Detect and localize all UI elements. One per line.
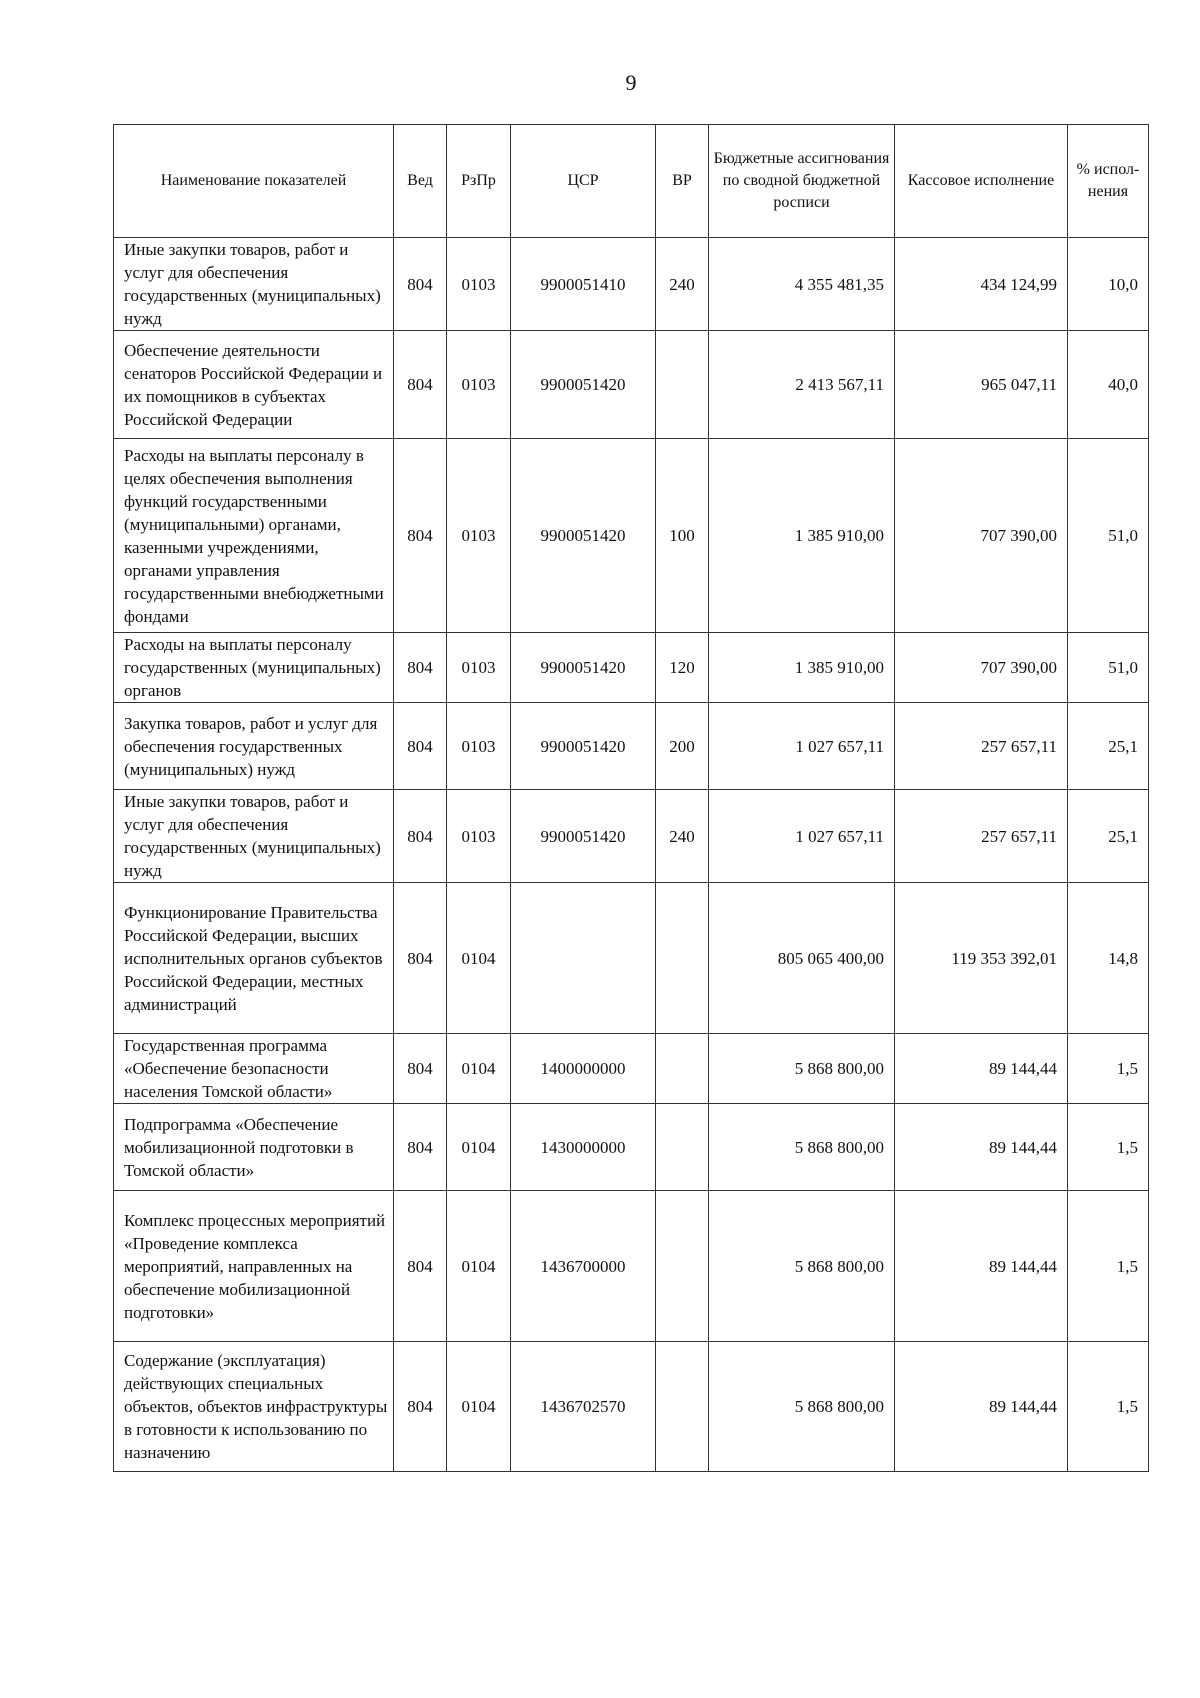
cell-rzpr: 0104 <box>447 883 511 1034</box>
cell-ved: 804 <box>394 883 447 1034</box>
cell-rzpr: 0103 <box>447 439 511 633</box>
table-row <box>114 1342 1149 1472</box>
cell-ved: 804 <box>394 703 447 790</box>
cell-name: Функционирование Правительства Российской Федерации, высших исполнительных органов субъектов Российской Федерации, местных администраций <box>114 883 394 1034</box>
table-row <box>114 703 1149 790</box>
cell-vr: 100 <box>656 439 709 633</box>
cell-percent: 40,0 <box>1068 331 1149 439</box>
cell-ved: 804 <box>394 1342 447 1472</box>
cell-percent: 14,8 <box>1068 883 1149 1034</box>
header-name: Наименование показателей <box>114 125 394 238</box>
table-row <box>114 633 1149 703</box>
cell-name: Закупка товаров, работ и услуг для обеспечения государственных (муниципальных) нужд <box>114 703 394 790</box>
cell-name: Государственная программа «Обеспечение безопасности населения Томской области» <box>114 1034 394 1104</box>
cell-budget: 4 355 481,35 <box>709 238 895 331</box>
cell-budget: 1 027 657,11 <box>709 790 895 883</box>
cell-rzpr: 0103 <box>447 703 511 790</box>
cell-csr: 9900051420 <box>511 331 656 439</box>
cell-cash: 89 144,44 <box>895 1034 1068 1104</box>
cell-ved: 804 <box>394 238 447 331</box>
cell-ved: 804 <box>394 1034 447 1104</box>
cell-vr: 200 <box>656 703 709 790</box>
cell-ved: 804 <box>394 331 447 439</box>
cell-percent: 10,0 <box>1068 238 1149 331</box>
cell-ved: 804 <box>394 1191 447 1342</box>
table-row <box>114 883 1149 1034</box>
table-row <box>114 331 1149 439</box>
cell-vr <box>656 1104 709 1191</box>
cell-cash: 707 390,00 <box>895 439 1068 633</box>
table-row <box>114 1191 1149 1342</box>
cell-rzpr: 0103 <box>447 331 511 439</box>
table-row <box>114 439 1149 633</box>
cell-budget: 5 868 800,00 <box>709 1342 895 1472</box>
cell-vr <box>656 331 709 439</box>
cell-name: Расходы на выплаты персоналу в целях обеспечения выполнения функций государственными (муниципальными) органами, казенными учреждениями, органами управления государственными внебюджетными фондами <box>114 439 394 633</box>
header-vr: ВР <box>656 125 709 238</box>
cell-name: Комплекс процессных мероприятий «Проведение комплекса мероприятий, направленных на обеспечение мобилизационной подготовки» <box>114 1191 394 1342</box>
cell-percent: 51,0 <box>1068 439 1149 633</box>
cell-percent: 1,5 <box>1068 1104 1149 1191</box>
cell-rzpr: 0103 <box>447 633 511 703</box>
cell-percent: 1,5 <box>1068 1342 1149 1472</box>
cell-csr: 1430000000 <box>511 1104 656 1191</box>
cell-csr: 1436700000 <box>511 1191 656 1342</box>
cell-cash: 257 657,11 <box>895 790 1068 883</box>
budget-execution-table <box>113 124 1149 1472</box>
cell-vr: 240 <box>656 238 709 331</box>
cell-vr: 240 <box>656 790 709 883</box>
cell-ved: 804 <box>394 439 447 633</box>
header-ved: Вед <box>394 125 447 238</box>
cell-csr: 9900051420 <box>511 790 656 883</box>
cell-budget: 1 385 910,00 <box>709 439 895 633</box>
cell-rzpr: 0104 <box>447 1034 511 1104</box>
cell-budget: 5 868 800,00 <box>709 1191 895 1342</box>
cell-name: Расходы на выплаты персоналу государственных (муниципальных) органов <box>114 633 394 703</box>
cell-rzpr: 0104 <box>447 1342 511 1472</box>
page-number: 9 <box>625 70 637 95</box>
header-csr: ЦСР <box>511 125 656 238</box>
header-budget: Бюджетные ассигнования по сводной бюджетной росписи <box>709 125 895 238</box>
cell-ved: 804 <box>394 790 447 883</box>
cell-ved: 804 <box>394 1104 447 1191</box>
cell-budget: 1 385 910,00 <box>709 633 895 703</box>
cell-name: Содержание (эксплуатация) действующих специальных объектов, объектов инфраструктуры в готовности к использованию по назначению <box>114 1342 394 1472</box>
cell-cash: 89 144,44 <box>895 1191 1068 1342</box>
cell-cash: 707 390,00 <box>895 633 1068 703</box>
cell-vr <box>656 1342 709 1472</box>
cell-name: Обеспечение деятельности сенаторов Российской Федерации и их помощников в субъектах Российской Федерации <box>114 331 394 439</box>
cell-cash: 89 144,44 <box>895 1342 1068 1472</box>
cell-budget: 805 065 400,00 <box>709 883 895 1034</box>
header-percent: % испол-нения <box>1068 125 1149 238</box>
cell-csr <box>511 883 656 1034</box>
table-row <box>114 238 1149 331</box>
cell-vr: 120 <box>656 633 709 703</box>
cell-csr: 9900051410 <box>511 238 656 331</box>
cell-rzpr: 0104 <box>447 1191 511 1342</box>
cell-percent: 1,5 <box>1068 1034 1149 1104</box>
cell-budget: 2 413 567,11 <box>709 331 895 439</box>
cell-csr: 9900051420 <box>511 633 656 703</box>
table-row <box>114 1104 1149 1191</box>
cell-budget: 5 868 800,00 <box>709 1104 895 1191</box>
cell-percent: 25,1 <box>1068 703 1149 790</box>
table-row <box>114 1034 1149 1104</box>
cell-rzpr: 0103 <box>447 790 511 883</box>
cell-vr <box>656 1191 709 1342</box>
cell-csr: 1400000000 <box>511 1034 656 1104</box>
cell-name: Иные закупки товаров, работ и услуг для обеспечения государственных (муниципальных) нужд <box>114 790 394 883</box>
cell-cash: 434 124,99 <box>895 238 1068 331</box>
cell-csr: 9900051420 <box>511 439 656 633</box>
cell-name: Иные закупки товаров, работ и услуг для обеспечения государственных (муниципальных) нужд <box>114 238 394 331</box>
table-row <box>114 790 1149 883</box>
cell-csr: 1436702570 <box>511 1342 656 1472</box>
cell-percent: 1,5 <box>1068 1191 1149 1342</box>
cell-ved: 804 <box>394 633 447 703</box>
cell-csr: 9900051420 <box>511 703 656 790</box>
cell-rzpr: 0104 <box>447 1104 511 1191</box>
cell-budget: 1 027 657,11 <box>709 703 895 790</box>
cell-vr <box>656 1034 709 1104</box>
cell-vr <box>656 883 709 1034</box>
cell-percent: 51,0 <box>1068 633 1149 703</box>
cell-cash: 965 047,11 <box>895 331 1068 439</box>
header-cash: Кассовое исполнение <box>895 125 1068 238</box>
cell-percent: 25,1 <box>1068 790 1149 883</box>
cell-rzpr: 0103 <box>447 238 511 331</box>
cell-cash: 257 657,11 <box>895 703 1068 790</box>
header-rzpr: РзПр <box>447 125 511 238</box>
table-header-row <box>114 125 1149 238</box>
cell-cash: 89 144,44 <box>895 1104 1068 1191</box>
cell-cash: 119 353 392,01 <box>895 883 1068 1034</box>
cell-budget: 5 868 800,00 <box>709 1034 895 1104</box>
cell-name: Подпрограмма «Обеспечение мобилизационной подготовки в Томской области» <box>114 1104 394 1191</box>
